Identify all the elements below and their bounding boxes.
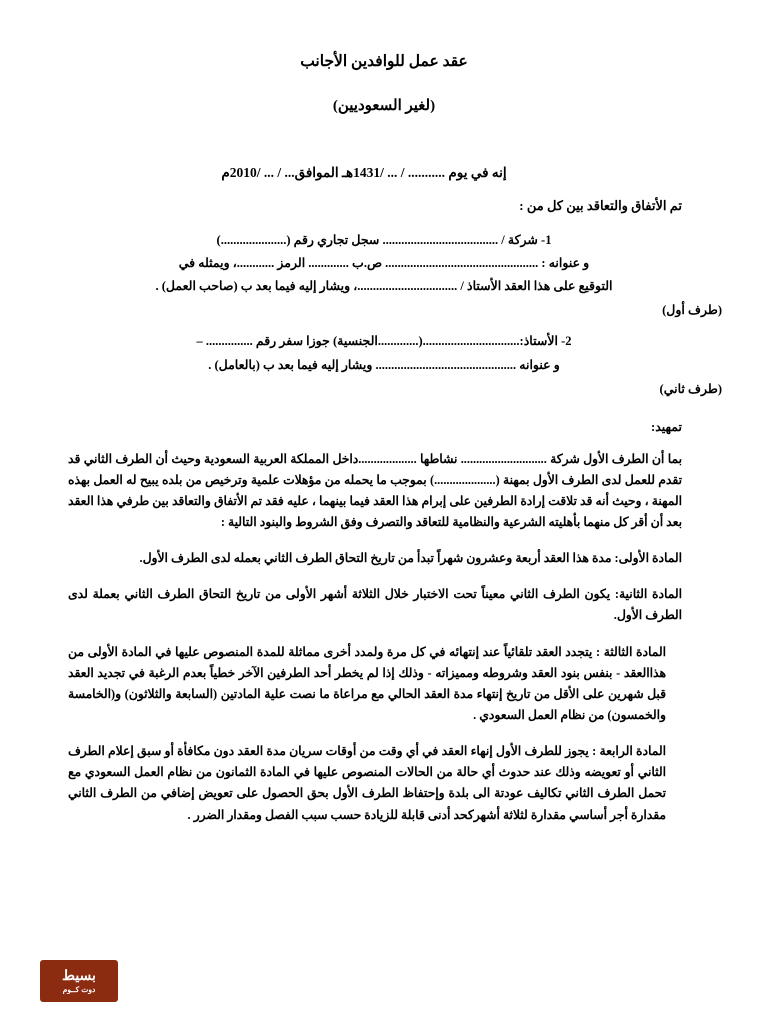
page-subtitle: (لغير السعوديين) [332,98,436,114]
contract-date-line: إنه في يوم ........... / ... /1431هـ الموافق... / ... /2010م [221,165,507,180]
party-one-line-2: و عنوانه : ................................................. ص.ب ............. الرمز ............، ويمثله في [178,256,590,271]
clause-second: المادة الثانية: يكون الطرف الثاني معيناً تحت الاختبار خلال الثلاثة أشهر الأولى من تاريخ التحاق الطرف الثاني بعملة لدى الطرف الأول. [68,587,682,623]
party-one-block [40,229,728,298]
agreement-intro-line: تم الأتفاق والتعاقد بين كل من : [519,198,682,213]
preamble-paragraph: بما أن الطرف الأول شركة ............................ نشاطها ...................داخل المملكة العربية السعودية وحيث أن الطرف الثاني قد تقدم للعمل لدى الطرف الأول بمهنة (....................) بموجب ما يحمله من مؤهلات علمية وترخيص من بلده يبيح له العمل بهذه المهنة ، وحيث أنه قد تلاقت إرادة الطرفين على إبرام هذا العقد فيما بينهما ، عليه فقد تم الأتفاق والتعاقد بين طرفي هذا العقد بعد أن أقر كل منهما بأهليته الشرعية والنظامية للتعاقد والتصرف وفق الشروط والبنود التالية : [68,451,682,530]
preamble-label: تمهيد: [651,419,682,434]
site-logo-name: بسيط [62,966,96,983]
party-one-line-1: 1- شركة / ..................................... سجل تجاري رقم (.....................) [216,233,552,247]
page-title: عقد عمل للوافدين الأجانب [300,53,468,70]
clause-first: المادة الأولى: مدة هذا العقد أربعة وعشرون شهراً تبدأ من تاريخ التحاق الطرف الثاني بعمله لدى الطرف الأول. [139,551,682,566]
site-logo-tagline: دوت كــوم [62,985,96,995]
site-logo [40,960,118,1002]
party-two-tag: (طرف ثاني) [659,381,722,396]
party-two-block [40,330,728,376]
clause-fourth: المادة الرابعة : يجوز للطرف الأول إنهاء العقد في أي وقت من أوقات سريان مدة العقد دون مكافأة أو سبق إعلام الطرف الثاني أو تعويضه وذلك عند حدوث أي حالة من الحالات المنصوص عليها في المادة الثمانون من نظام العمل السعودي مع تحمل الطرف الثاني تكاليف عودتة الى بلدة وإحتفاظ الطرف الأول بحق الحصول على تعويض إضافي من الطرف الثاني مقدارة أجر أساسي مقدارة لثلاثة أشهركحد أدنى قابلة للزيادة حسب سبب الفصل ومقدار الضرر . [68,744,666,822]
party-two-line-2: و عنوانه ............................................. ويشار إليه فيما بعد ب (بالعامل) . [208,357,560,372]
party-one-line-3: التوقيع على هذا العقد الأستاذ / ................................، ويشار إليه فيما بعد ب (صاحب العمل) . [155,279,613,294]
title-block [40,52,728,115]
party-one-tag: (طرف أول) [662,303,722,318]
clause-third: المادة الثالثة : يتجدد العقد تلقائياً عند إنتهائه في كل مرة ولمدد أخرى مماثلة للمدة المنصوص عليها في المادة الأولى من هذاالعقد - بنفس بنود العقد وشروطه ومميزاته - وذلك إذا لم يخطر أحد الطرفين الآخر خطياً بعدم الرغبة في تجديد العقد قبل شهرين على الأقل من تاريخ إنتهاء مدة العقد الحالي مع مراعاة ما نصت علية المادتين (السابعة والثلاثون) و(الخامسة والخمسون) من نظام العمل السعودي . [68,644,666,723]
party-two-line-1: 2- الأستاذ:...............................(.............الجنسية) جوزا سفر رقم ............... – [196,334,572,349]
